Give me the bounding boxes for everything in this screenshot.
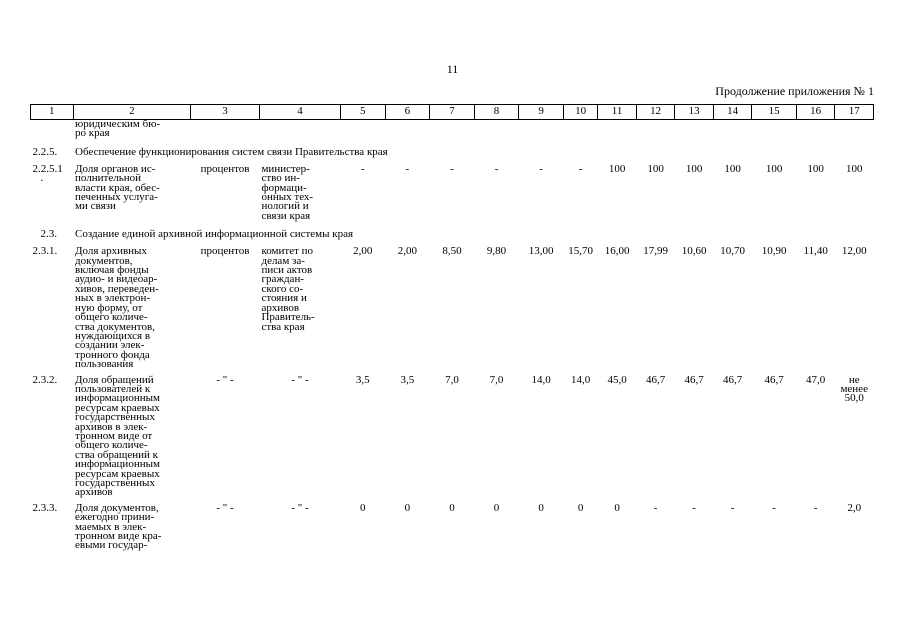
row-value: 3,5 bbox=[355, 373, 370, 386]
row-value: 2,0 bbox=[847, 501, 862, 514]
row-value: 46,7 bbox=[764, 373, 784, 386]
row-value: 2,00 bbox=[353, 245, 373, 258]
row-value: 17,99 bbox=[643, 245, 668, 258]
row-value: 7,0 bbox=[445, 373, 459, 386]
section-number: 2.3. bbox=[40, 228, 57, 241]
row-value: - bbox=[450, 162, 454, 175]
row-value: 0 bbox=[493, 501, 500, 514]
table-row-2-3-2 bbox=[31, 376, 874, 498]
header-col: 14 bbox=[713, 105, 752, 120]
section-row-2-3 bbox=[31, 227, 874, 241]
row-name: Доля органов ис- полнительной власти края, обес- печенных услуга- ми связи bbox=[75, 162, 160, 213]
header-col: 11 bbox=[598, 105, 637, 120]
row-value: 46,7 bbox=[722, 373, 743, 386]
row-value: 16,00 bbox=[604, 245, 630, 258]
header-col: 16 bbox=[796, 105, 835, 120]
row-value: - bbox=[692, 501, 696, 514]
row-name: Доля документов, ежегодно прини- маемых в элек- тронном виде кра- евыми государ- bbox=[75, 501, 162, 552]
table-row-carry-over bbox=[31, 120, 874, 139]
row-value: 12,00 bbox=[841, 245, 867, 258]
row-unit: процентов bbox=[200, 162, 250, 175]
row-value: 13,00 bbox=[528, 245, 554, 258]
row-value: 10,60 bbox=[681, 245, 707, 258]
header-col: 13 bbox=[675, 105, 714, 120]
row-name: Доля архивных документов, включая фонды аудио- и видеоар- хивов, переведен- ных в электрон- ную форму, от общего количе- ства документов, нуждающихся в создании элек- тронного фонда пользования bbox=[75, 245, 159, 371]
row-value: 3,5 bbox=[400, 373, 415, 386]
row-value: 0 bbox=[360, 501, 366, 514]
header-col: 4 bbox=[259, 105, 340, 120]
row-value: 45,0 bbox=[607, 373, 627, 386]
header-col: 6 bbox=[385, 105, 430, 120]
row-value: - bbox=[772, 501, 776, 514]
table-row-2-3-3 bbox=[31, 504, 874, 551]
row-number: 2.3.1. bbox=[32, 245, 58, 258]
row-executor: комитет по делам за- писи актов граждан- ского со- стояния и архивов Правитель- ства края bbox=[261, 245, 315, 333]
row-value: 14,0 bbox=[571, 373, 591, 386]
row-value: - bbox=[578, 162, 583, 175]
row-value: - bbox=[494, 162, 499, 175]
row-name: юридическим бю- ро края bbox=[75, 118, 161, 140]
row-value: 100 bbox=[724, 162, 741, 175]
header-col: 17 bbox=[835, 105, 874, 120]
row-value: 100 bbox=[608, 162, 626, 175]
row-value: 0 bbox=[577, 501, 584, 514]
row-value: - bbox=[405, 162, 410, 175]
header-col: 12 bbox=[636, 105, 675, 120]
appendix-continuation-label: Продолжение приложения № 1 bbox=[715, 84, 874, 98]
row-value: 100 bbox=[685, 162, 703, 175]
row-number: 2.3.3. bbox=[32, 501, 58, 514]
row-value: 100 bbox=[807, 162, 824, 175]
row-value: 0 bbox=[404, 501, 411, 514]
page-number: 11 bbox=[446, 62, 459, 76]
row-number: 2.2.5.1 . bbox=[32, 162, 63, 185]
row-name: Доля обращений пользователей к информационным ресурсам краевых государственных архивов в элек- тронном виде от общего количе- ства обращений к информационным ресурсам краевых государственных архивов bbox=[75, 373, 160, 499]
row-value: 0 bbox=[449, 501, 455, 514]
row-value: - bbox=[539, 162, 543, 175]
row-value: 7,0 bbox=[489, 373, 504, 386]
header-col: 7 bbox=[430, 105, 475, 120]
indicators-table bbox=[30, 104, 874, 551]
row-value: 0 bbox=[538, 501, 544, 514]
section-number: 2.2.5. bbox=[32, 145, 58, 158]
header-col: 9 bbox=[519, 105, 564, 120]
row-value: - bbox=[813, 501, 818, 514]
row-value: 47,0 bbox=[806, 373, 826, 386]
row-value: 2,00 bbox=[397, 245, 417, 258]
row-value: 10,70 bbox=[720, 245, 745, 258]
header-col: 8 bbox=[474, 105, 519, 120]
header-col: 5 bbox=[341, 105, 386, 120]
row-value-target: не менее 50,0 bbox=[840, 373, 868, 405]
header-col: 10 bbox=[563, 105, 597, 120]
row-value: 14,0 bbox=[531, 373, 551, 386]
section-title: Создание единой архивной информационной системы края bbox=[75, 228, 354, 241]
table-row-2-2-5-1 bbox=[31, 165, 874, 221]
row-value: - bbox=[653, 501, 658, 514]
row-value: 8,50 bbox=[442, 245, 462, 258]
row-value: 10,90 bbox=[761, 245, 787, 258]
row-value: 100 bbox=[845, 162, 863, 175]
row-value: 11,40 bbox=[803, 245, 828, 258]
header-col: 15 bbox=[752, 105, 797, 120]
row-value: - bbox=[730, 501, 735, 514]
header-col: 3 bbox=[191, 105, 260, 120]
row-number: 2.3.2. bbox=[32, 373, 58, 386]
row-unit: - " - bbox=[216, 501, 234, 514]
section-row-2-2-5 bbox=[31, 145, 874, 159]
row-value: 15,70 bbox=[568, 245, 593, 258]
header-col: 2 bbox=[73, 105, 191, 120]
header-col: 1 bbox=[31, 105, 74, 120]
row-value: - bbox=[360, 162, 365, 175]
row-value: 100 bbox=[647, 162, 664, 175]
row-value: 100 bbox=[765, 162, 783, 175]
row-value: 46,7 bbox=[684, 373, 704, 386]
row-unit: процентов bbox=[200, 245, 250, 258]
section-title: Обеспечение функционирования систем связи Правительства края bbox=[75, 145, 388, 158]
row-value: 46,7 bbox=[645, 373, 666, 386]
row-value: 9,80 bbox=[486, 245, 507, 258]
row-executor: министер- ство ин- формаци- онных тех- нологий и связи края bbox=[261, 162, 314, 222]
row-executor: - " - bbox=[291, 501, 309, 514]
row-value: 0 bbox=[614, 501, 620, 514]
row-unit: - " - bbox=[216, 373, 234, 386]
table-row-2-3-1 bbox=[31, 247, 874, 369]
row-executor: - " - bbox=[291, 373, 309, 386]
